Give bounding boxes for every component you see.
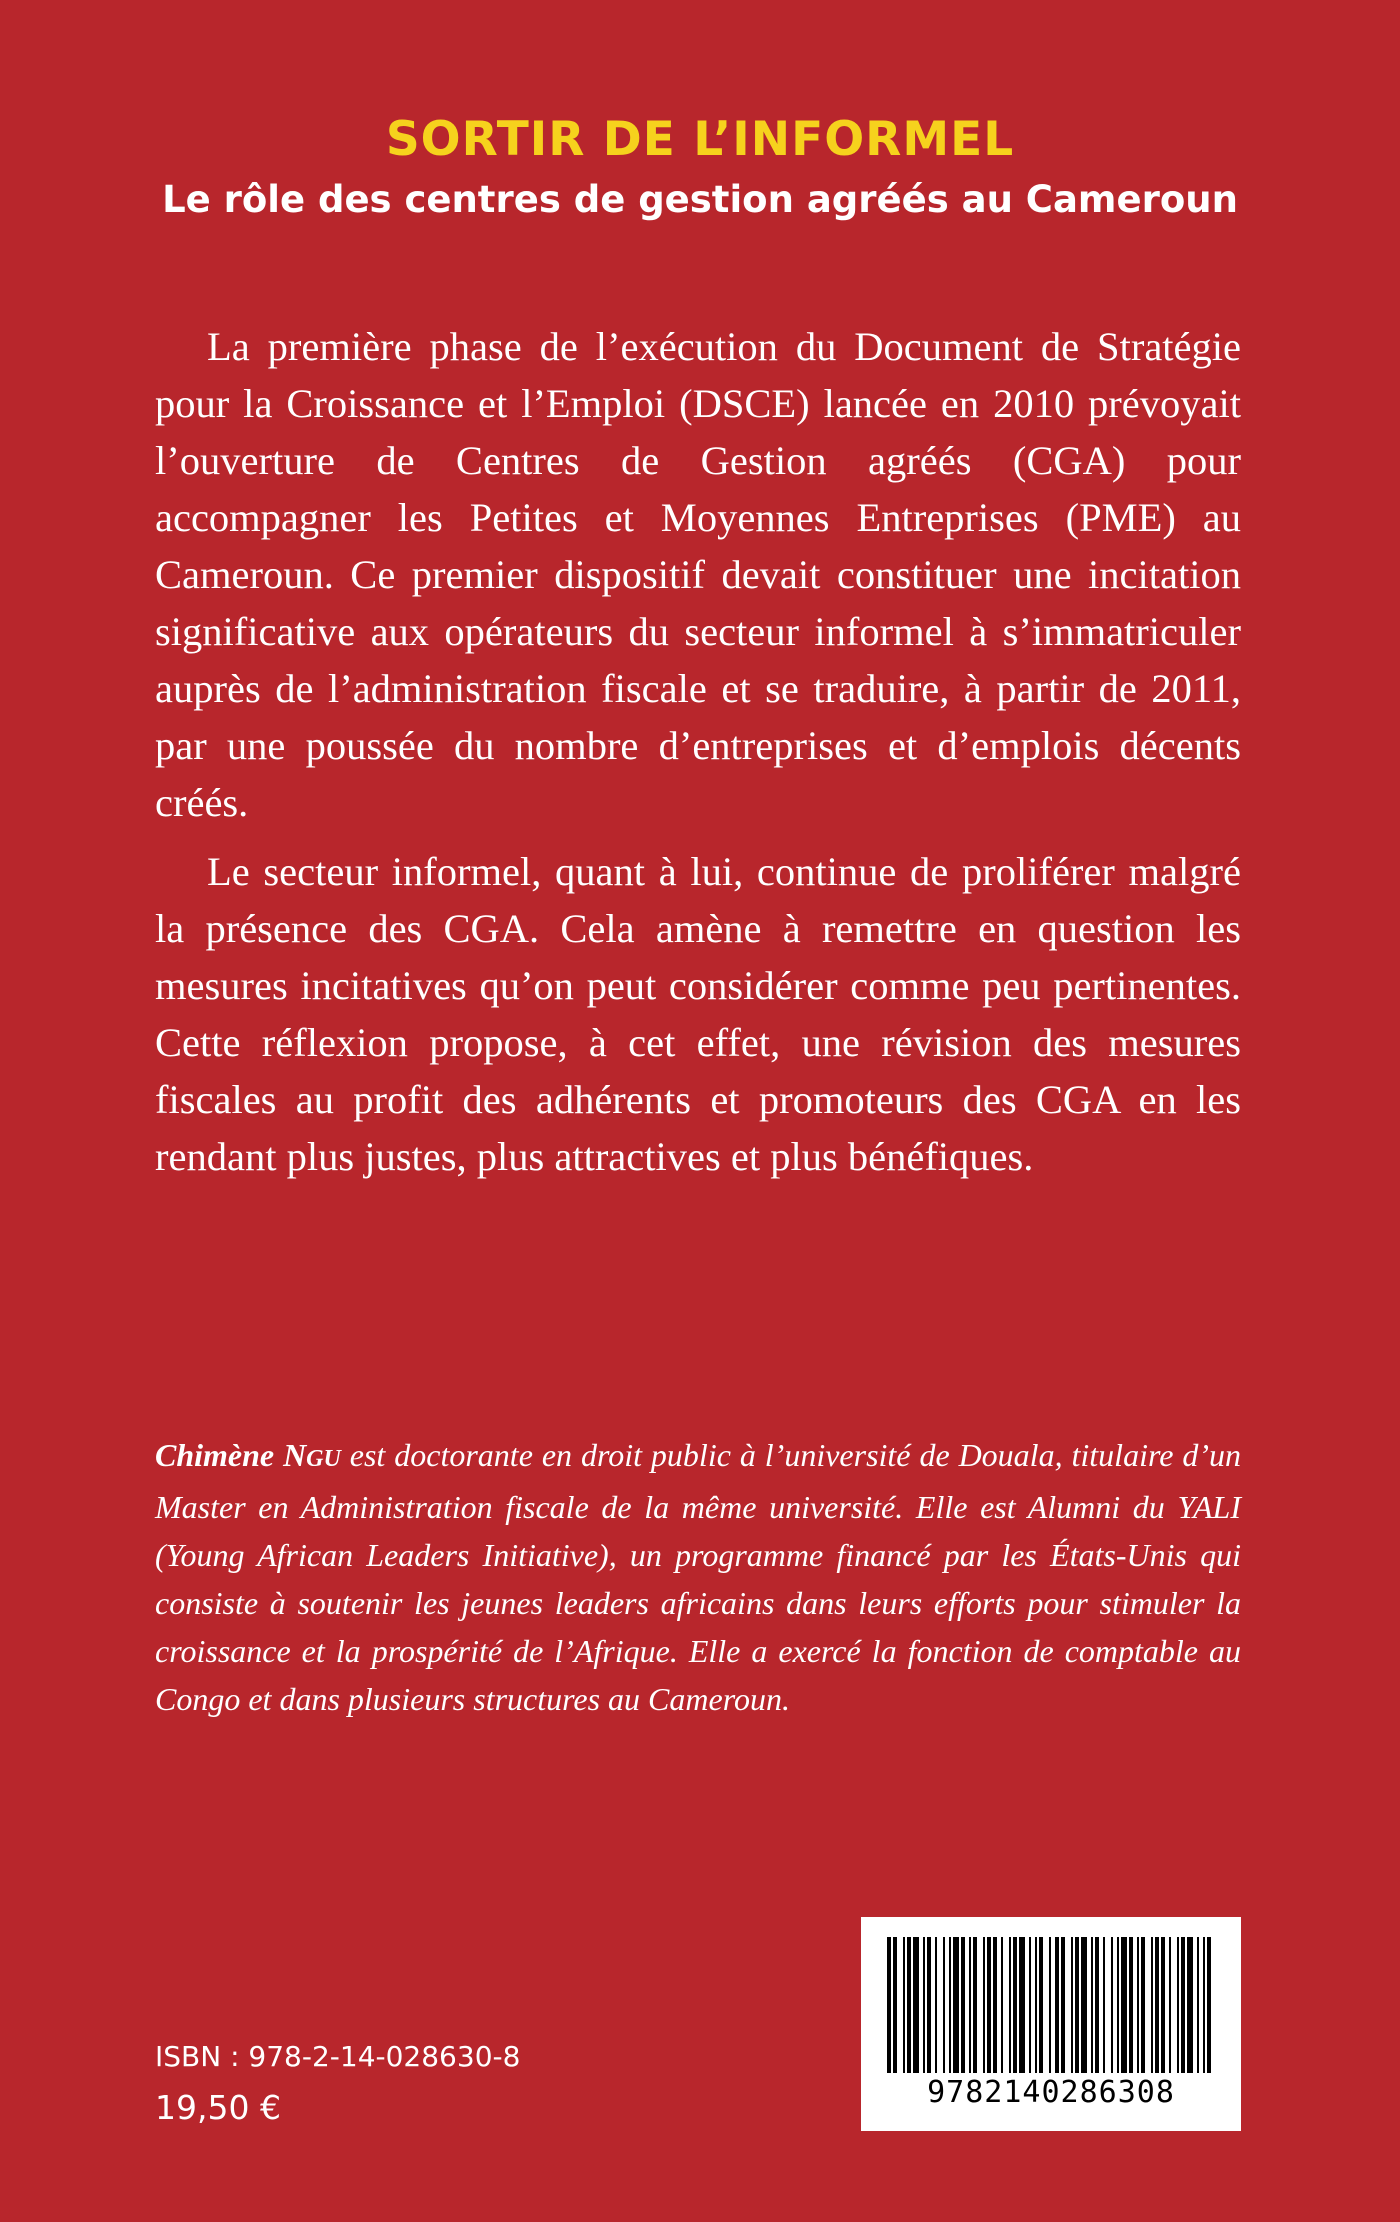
barcode-bar: [907, 1937, 911, 2073]
barcode-bar: [1061, 1937, 1065, 2073]
barcode-digits: 9782140286308: [927, 2075, 1175, 2110]
barcode-bar: [1019, 1937, 1025, 2073]
barcode-bar: [893, 1937, 897, 2073]
barcode-bar: [1013, 1937, 1017, 2073]
author-name: Chimène NGU: [155, 1437, 341, 1473]
isbn: ISBN : 978-2-14-028630-8: [155, 2040, 521, 2073]
barcode-bars: [883, 1937, 1219, 2073]
barcode-bar: [1121, 1937, 1127, 2073]
barcode-bar: [903, 1937, 905, 2073]
barcode-bar: [1207, 1937, 1211, 2073]
barcode-bar: [1049, 1937, 1051, 2073]
barcode-bar: [1071, 1937, 1073, 2073]
barcode-bar: [1075, 1937, 1079, 2073]
author-bio: [155, 1431, 1241, 1723]
barcode-bar: [1155, 1937, 1159, 2073]
barcode-bar: [1009, 1937, 1011, 2073]
barcode-bar: [1187, 1937, 1193, 2073]
barcode-bar: [935, 1937, 937, 2073]
barcode-bar: [983, 1937, 985, 2073]
barcode-bar: [887, 1937, 891, 2073]
barcode-bar: [1197, 1937, 1199, 2073]
barcode-bar: [1141, 1937, 1145, 2073]
barcode-bar: [1181, 1937, 1185, 2073]
summary-text: [155, 318, 1241, 1197]
barcode-bar: [969, 1937, 971, 2073]
barcode-bar: [961, 1937, 965, 2073]
barcode-bar: [927, 1937, 931, 2073]
barcode-bar: [1137, 1937, 1139, 2073]
barcode-bar: [943, 1937, 945, 2073]
barcode-bar: [1095, 1937, 1099, 2073]
barcode-bar: [1151, 1937, 1153, 2073]
barcode: [861, 1917, 1241, 2131]
summary-paragraph-2: Le secteur informel, quant à lui, continue de proliférer malgré la présence des CGA. Cela amène à remettre en question les mesures incitatives qu’on peut considérer comme peu pertinentes. Cette réflexion propose, à cet effet, une révision des mesures fiscales au profit des adhérents et promoteurs des CGA en les rendant plus justes, plus attractives et plus bénéfiques.: [155, 849, 1241, 1179]
book-title: SORTIR DE L’INFORMEL: [385, 112, 1015, 167]
barcode-bar: [993, 1937, 997, 2073]
barcode-bar: [1161, 1937, 1165, 2073]
barcode-bar: [1039, 1937, 1043, 2073]
author-bio-text: est doctorante en droit public à l’université de Douala, titulaire d’un Master en Administration fiscale de la même université. Elle est Alumni du YALI (Young African Leaders Initiative), un programme financé par les États-Unis qui consiste à soutenir les jeunes leaders africains dans leurs efforts pour stimuler la croissance et la prospérité de l’Afrique. Elle a exercé la fonction de comptable au Congo et dans plusieurs structures au Cameroun.: [155, 1437, 1242, 1717]
barcode-bar: [973, 1937, 977, 2073]
barcode-bar: [1177, 1937, 1179, 2073]
barcode-bar: [1117, 1937, 1119, 2073]
barcode-bar: [1081, 1937, 1087, 2073]
barcode-bar: [987, 1937, 991, 2073]
barcode-bar: [949, 1937, 951, 2073]
barcode-bar: [923, 1937, 925, 2073]
barcode-bar: [1203, 1937, 1205, 2073]
price: 19,50 €: [155, 2088, 281, 2127]
barcode-bar: [1129, 1937, 1133, 2073]
barcode-bar: [1035, 1937, 1037, 2073]
barcode-bar: [1169, 1937, 1171, 2073]
summary-paragraph-1: La première phase de l’exécution du Document de Stratégie pour la Croissance et l’Emploi (DSCE) lancée en 2010 prévoyait l’ouverture de Centres de Gestion agréés (CGA) pour accompagner les Petites et Moyennes Entreprises (PME) au Cameroun. Ce premier dispositif devait constituer une incitation significative aux opérateurs du secteur informel à s’immatriculer auprès de l’administration fiscale et se traduire, à partir de 2011, par une poussée du nombre d’entreprises et d’emplois décents créés.: [155, 324, 1241, 825]
barcode-bar: [1103, 1937, 1105, 2073]
barcode-bar: [1091, 1937, 1093, 2073]
barcode-bar: [1029, 1937, 1031, 2073]
barcode-bar: [953, 1937, 959, 2073]
barcode-bar: [1111, 1937, 1113, 2073]
barcode-bar: [913, 1937, 919, 2073]
book-subtitle: Le rôle des centres de gestion agréés au Cameroun: [162, 178, 1238, 221]
barcode-bar: [1055, 1937, 1059, 2073]
barcode-bar: [1001, 1937, 1003, 2073]
